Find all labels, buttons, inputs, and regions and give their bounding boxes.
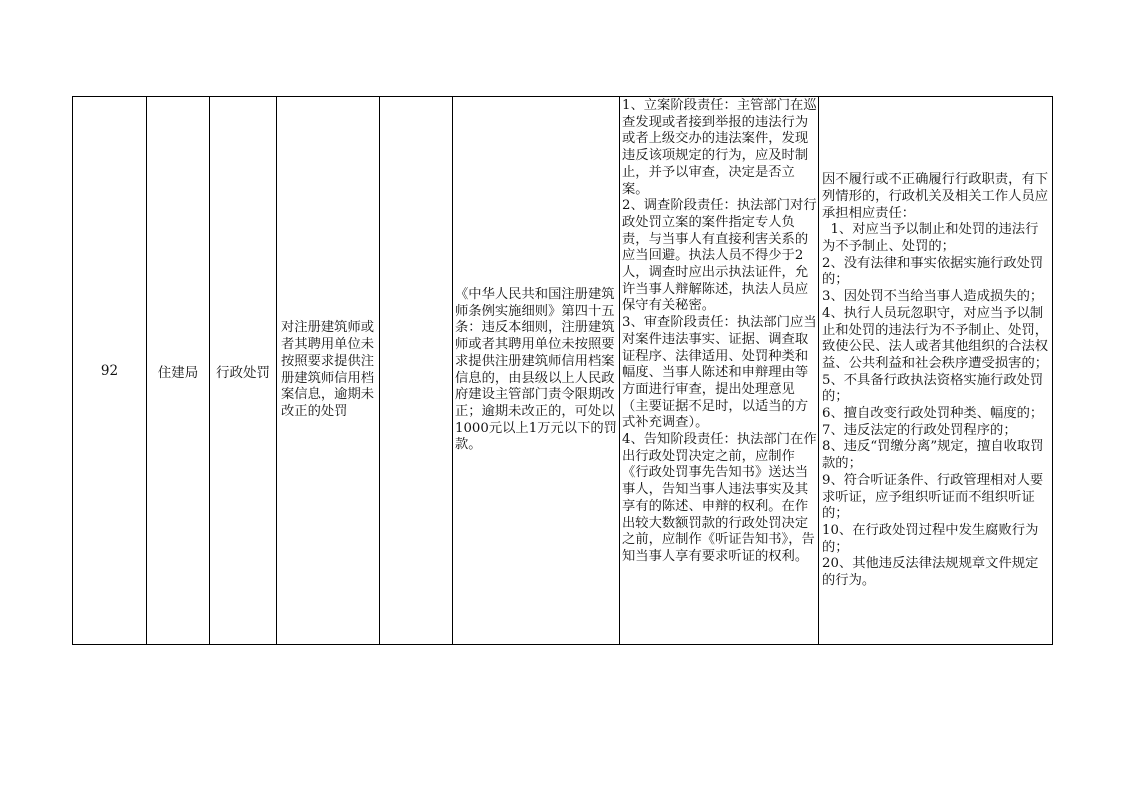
item-name: 对注册建筑师或者其聘用单位未按照要求提供注册建筑师信用档案信息，逾期未改正的处罚: [281, 320, 375, 419]
table-row: [73, 97, 1053, 645]
department-cell: [147, 97, 210, 645]
power-category: 行政处罚: [216, 364, 270, 381]
legal-basis: 《中华人民共和国注册建筑师条例实施细则》第四十五条：违反本细则，注册建筑师或者其聘用单位未按照要求提供注册建筑师信用档案信息的，由县级以上人民政府建设主管部门责令限期改正；逾期未改正的，可处以1000元以上1万元以下的罚款。: [455, 286, 617, 453]
item-name-cell: [277, 97, 380, 645]
sub-item-cell: [380, 97, 453, 645]
category-cell: [210, 97, 277, 645]
department: 住建局: [157, 364, 199, 381]
responsibilities-cell: [620, 97, 819, 645]
row-number: 92: [100, 362, 119, 379]
power-list-table: [72, 96, 1053, 645]
responsibility-stages: 1、立案阶段责任：主管部门在巡查发现或者接到举报的违法行为或者上级交办的违法案件，发现违反该项规定的行为，应及时制止，并予以审查，决定是否立案。 2、调查阶段责任：执法部门对行政处罚立案的案件指定专人负责，与当事人有直接利害关系的应当回避。执法人员不得少于2人，调查时应出示执法证件，允许当事人辩解陈述，执法人员应保守有关秘密。 3、审查阶段责任：执法部门应当对案件违法事实、证据、调查取证程序、法律适用、处罚种类和幅度、当事人陈述和申辩理由等方面进行审查，提出处理意见（主要证据不足时，以适当的方式补充调查）。 4、告知阶段责任：执法部门在作出行政处罚决定之前，应制作《行政处罚事先告知书》送达当事人，告知当事人违法事实及其享有的陈述、申辩的权利。在作出较大数额罚款的行政处罚决定之前，应制作《听证告知书》，告知当事人享有要求听证的权利。: [622, 98, 817, 564]
row-number-cell: [73, 97, 147, 645]
accountability-clauses: 因不履行或不正确履行行政职责，有下列情形的，行政机关及相关工作人员应承担相应责任： 1、对应当予以制止和处罚的违法行为不予制止、处罚的； 2、没有法律和事实依据实施行政处罚的； 3、因处罚不当给当事人造成损失的； 4、执行人员玩忽职守，对应当予以制止和处罚的违法行为不予制止、处罚，致使公民、法人或者其他组织的合法权益、公共利益和社会秩序遭受损害的； 5、不具备行政执法资格实施行政处罚的； 6、擅自改变行政处罚种类、幅度的； 7、违反法定的行政处罚程序的； 8、违反“罚缴分离”规定，擅自收取罚款的； 9、符合听证条件、行政管理相对人要求听证，应予组织听证而不组织听证的； 10、在行政处罚过程中发生腐败行为的； 20、其他违反法律法规规章文件规定的行为。: [822, 172, 1049, 589]
accountability-cell: [819, 97, 1053, 645]
legal-basis-cell: [453, 97, 620, 645]
